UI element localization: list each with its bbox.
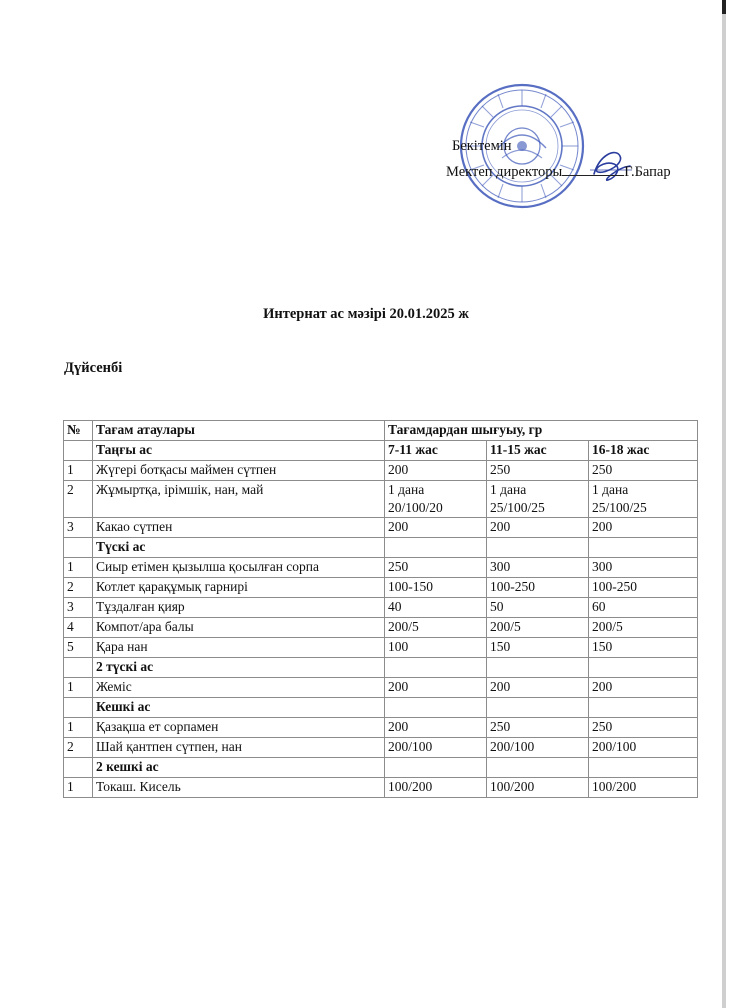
empty-cell — [385, 758, 487, 778]
row-number: 2 — [64, 738, 93, 758]
section-header-row — [64, 658, 698, 678]
empty-cell — [64, 658, 93, 678]
portion-value: 300 — [589, 558, 698, 578]
portion-value: 250 — [385, 558, 487, 578]
portion-value: 200/100 — [487, 738, 589, 758]
empty-cell — [64, 538, 93, 558]
section-header-row — [64, 758, 698, 778]
portion-value: 50 — [487, 598, 589, 618]
portion-value: 200 — [589, 518, 698, 538]
empty-cell — [64, 698, 93, 718]
table-row — [64, 778, 698, 798]
row-number: 1 — [64, 778, 93, 798]
meal-section-title: Кешкі ас — [93, 698, 385, 718]
dish-name: Котлет қарақұмық гарнирі — [93, 578, 385, 598]
empty-cell — [487, 758, 589, 778]
portion-value: 200 — [385, 461, 487, 481]
table-row — [64, 678, 698, 698]
header-yield: Тағамдардан шығуыу, гр — [385, 421, 698, 441]
portion-value: 60 — [589, 598, 698, 618]
dish-name: Жұмыртқа, ірімшік, нан, май — [93, 481, 385, 518]
row-number: 3 — [64, 598, 93, 618]
meal-section-title: 2 кешкі ас — [93, 758, 385, 778]
portion-value: 1 дана 25/100/25 — [589, 481, 698, 518]
portion-value: 300 — [487, 558, 589, 578]
age-group-header: 11-15 жас — [487, 441, 589, 461]
dish-name: Қазақша ет сорпамен — [93, 718, 385, 738]
portion-value: 200 — [385, 518, 487, 538]
empty-cell — [385, 538, 487, 558]
portion-value: 100 — [385, 638, 487, 658]
portion-value: 200 — [487, 678, 589, 698]
portion-value: 100-250 — [589, 578, 698, 598]
empty-cell — [64, 441, 93, 461]
portion-value: 250 — [487, 718, 589, 738]
empty-cell — [589, 538, 698, 558]
empty-cell — [487, 538, 589, 558]
table-row — [64, 718, 698, 738]
approval-block — [446, 133, 671, 185]
portion-value: 1 дана 20/100/20 — [385, 481, 487, 518]
row-number: 1 — [64, 718, 93, 738]
row-number: 2 — [64, 481, 93, 518]
empty-cell — [589, 658, 698, 678]
row-number: 3 — [64, 518, 93, 538]
portion-value: 40 — [385, 598, 487, 618]
portion-value: 200 — [487, 518, 589, 538]
section-header-row — [64, 698, 698, 718]
empty-cell — [64, 758, 93, 778]
portion-value: 150 — [487, 638, 589, 658]
row-number: 5 — [64, 638, 93, 658]
portion-value: 100-250 — [487, 578, 589, 598]
header-number: № — [64, 421, 93, 441]
table-row — [64, 518, 698, 538]
dish-name: Жүгері ботқасы маймен сүтпен — [93, 461, 385, 481]
director-name: Г.Бапар — [624, 164, 671, 180]
portion-value: 100-150 — [385, 578, 487, 598]
table-row — [64, 618, 698, 638]
portion-value: 200/5 — [487, 618, 589, 638]
empty-cell — [487, 698, 589, 718]
portion-value: 200 — [385, 678, 487, 698]
document-title: Интернат ас мәзірі 20.01.2025 ж — [263, 306, 469, 322]
empty-cell — [385, 698, 487, 718]
dish-name: Сиыр етімен қызылша қосылған сорпа — [93, 558, 385, 578]
portion-value: 250 — [487, 461, 589, 481]
signature-line — [562, 161, 624, 176]
portion-value: 200 — [589, 678, 698, 698]
director-title: Мектеп директоры — [446, 164, 563, 180]
portion-value: 100/200 — [487, 778, 589, 798]
header-dish-names: Тағам атаулары — [93, 421, 385, 441]
empty-cell — [589, 758, 698, 778]
dish-name: Какао сүтпен — [93, 518, 385, 538]
portion-value: 250 — [589, 718, 698, 738]
meal-section-title: Түскі ас — [93, 538, 385, 558]
table-row — [64, 558, 698, 578]
dish-name: Компот/ара балы — [93, 618, 385, 638]
empty-cell — [487, 658, 589, 678]
portion-value: 1 дана 25/100/25 — [487, 481, 589, 518]
menu-table-body — [64, 421, 698, 798]
portion-value: 250 — [589, 461, 698, 481]
approval-director-line — [446, 159, 671, 185]
section-header-row — [64, 538, 698, 558]
table-row — [64, 461, 698, 481]
section-header-row — [64, 441, 698, 461]
empty-cell — [385, 658, 487, 678]
age-group-header: 16-18 жас — [589, 441, 698, 461]
portion-value: 200/100 — [589, 738, 698, 758]
portion-value: 100/200 — [385, 778, 487, 798]
row-number: 4 — [64, 618, 93, 638]
table-row — [64, 638, 698, 658]
meal-section-title: Таңғы ас — [93, 441, 385, 461]
dish-name: Жеміс — [93, 678, 385, 698]
table-row — [64, 578, 698, 598]
portion-value: 200/100 — [385, 738, 487, 758]
dish-name: Тұздалған қияр — [93, 598, 385, 618]
row-number: 2 — [64, 578, 93, 598]
portion-value: 100/200 — [589, 778, 698, 798]
dish-name: Қара нан — [93, 638, 385, 658]
empty-cell — [589, 698, 698, 718]
meal-section-title: 2 түскі ас — [93, 658, 385, 678]
dish-name: Токаш. Кисель — [93, 778, 385, 798]
portion-value: 200/5 — [589, 618, 698, 638]
scan-edge — [722, 0, 726, 1008]
portion-value: 200 — [385, 718, 487, 738]
row-number: 1 — [64, 461, 93, 481]
row-number: 1 — [64, 678, 93, 698]
day-of-week: Дүйсенбі — [64, 360, 123, 376]
dish-name: Шай қантпен сүтпен, нан — [93, 738, 385, 758]
age-group-header: 7-11 жас — [385, 441, 487, 461]
table-header-row — [64, 421, 698, 441]
table-row — [64, 481, 698, 518]
table-row — [64, 738, 698, 758]
row-number: 1 — [64, 558, 93, 578]
portion-value: 200/5 — [385, 618, 487, 638]
approval-heading: Бекітемін — [452, 138, 512, 154]
portion-value: 150 — [589, 638, 698, 658]
menu-table — [63, 420, 698, 798]
table-row — [64, 598, 698, 618]
